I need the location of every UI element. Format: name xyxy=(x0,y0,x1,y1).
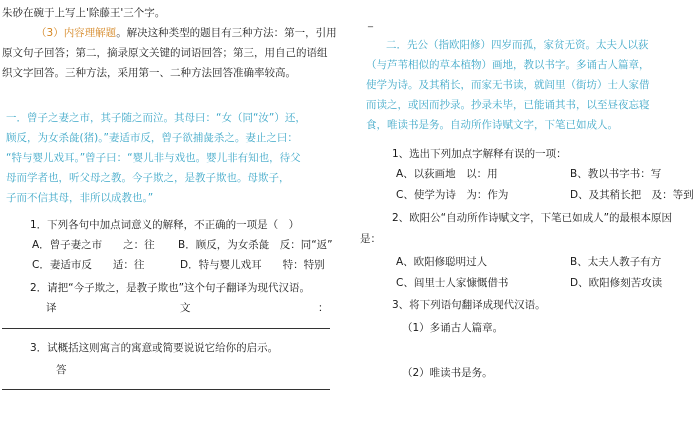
right-q3-item-2: （2）唯读书是务。 xyxy=(402,367,493,379)
left-question-2: 2．请把“今子欺之，是教子欺也”这个句子翻译为现代汉语。 xyxy=(30,282,311,294)
left-q1-option-b: B．顾反，为女杀彘 反：同“返” xyxy=(178,239,333,251)
right-q2-option-a: A、欧阳修聪明过人 xyxy=(396,256,488,268)
method-text: 。解决这种类型的题目有三种方法：第一，引用 xyxy=(116,27,337,39)
right-question-1: 1、选出下列加点字解释有误的一项： xyxy=(392,148,567,160)
translate-label-wen: 文 xyxy=(180,302,191,314)
right-q3-item-1: （1）多诵古人篇章。 xyxy=(402,322,504,334)
right-question-2-line-2: 是： xyxy=(360,233,381,245)
right-q1-option-b: B、教以书字书：写 xyxy=(570,168,662,180)
passage1-line-1: 一．曾子之妻之市，其子随之而泣。其母曰：“女（同“汝”）还， xyxy=(6,112,306,124)
passage2-line-4: 而读之，或因而抄录。抄录未毕，已能诵其书，以至昼夜忘寝 xyxy=(366,99,650,111)
right-q2-option-c: C、闾里士人家慷慨借书 xyxy=(396,277,509,289)
page-dash: _ xyxy=(368,17,373,28)
left-q1-option-c: C．妻适市反 适：往 xyxy=(32,259,145,271)
translate-colon: ： xyxy=(318,302,329,314)
right-q2-option-b: B、太夫人教子有方 xyxy=(570,256,662,268)
method-heading: 内容理解题 xyxy=(63,27,117,39)
method-line-2: 原文句子回答；第二，摘录原文关键的词语回答；第三，用自己的语组 xyxy=(2,47,328,59)
right-q1-option-a: A、以荻画地 以：用 xyxy=(396,168,498,180)
left-q1-option-d: D．特与婴儿戏耳 特：特别 xyxy=(180,259,325,271)
passage2-line-5: 食，唯读书是务。自动所作诗赋文字，下笔已如成人。 xyxy=(366,119,618,131)
passage1-line-5: 子而不信其母，非所以成教也。” xyxy=(6,192,154,204)
top-cut-line: 朱砂在碗于上写上'除藤王'三个字。 xyxy=(2,7,166,19)
right-question-2-line-1: 2、欧阳公“自动所作诗赋文字，下笔已如成人”的最根本原因 xyxy=(392,212,673,224)
passage1-line-4: 母而学者也，听父母之教。今子欺之，是教子欺也。母欺子， xyxy=(6,172,290,184)
method-line-1 xyxy=(36,26,337,40)
answer-line-q2[interactable] xyxy=(2,328,330,329)
answer-label-da: 答 xyxy=(56,364,67,376)
method-prefix: （3） xyxy=(36,27,64,39)
passage2-line-1: 二．先公（指欧阳修）四岁而孤，家贫无资。太夫人以荻 xyxy=(386,39,649,51)
right-q1-option-d: D、及其稍长把 及：等到 xyxy=(570,189,694,201)
method-line-3: 织文字回答。三种方法，采用第一、二种方法回答准确率较高。 xyxy=(2,67,296,79)
translate-label-yi: 译 xyxy=(46,302,57,314)
answer-line-q3[interactable] xyxy=(2,389,330,390)
right-q1-option-c: C、使学为诗 为：作为 xyxy=(396,189,509,201)
passage1-line-3: “特与婴儿戏耳。”曾子曰：“婴儿非与戏也。婴儿非有知也，待父 xyxy=(6,152,301,164)
passage2-line-3: 使学为诗。及其稍长，而家无书读，就闾里（街坊）士人家借 xyxy=(366,79,650,91)
left-q1-option-a: A．曾子妻之市 之：往 xyxy=(32,239,155,251)
left-question-3: 3．试概括这则寓言的寓意或简要说说它给你的启示。 xyxy=(30,342,279,354)
passage2-line-2: （与芦苇相似的草本植物）画地，教以书字。多诵古人篇章， xyxy=(366,59,650,71)
passage1-line-2: 顾反，为女杀彘(猪)。”妻适市反，曾子欲捕彘杀之。妻止之曰： xyxy=(6,132,298,144)
right-q2-option-d: D、欧阳修刻苦攻读 xyxy=(570,277,663,289)
right-question-3: 3、将下列语句翻译成现代汉语。 xyxy=(392,299,546,311)
left-question-1: 1．下列各句中加点词意义的解释，不正确的一项是（ ） xyxy=(30,219,300,231)
